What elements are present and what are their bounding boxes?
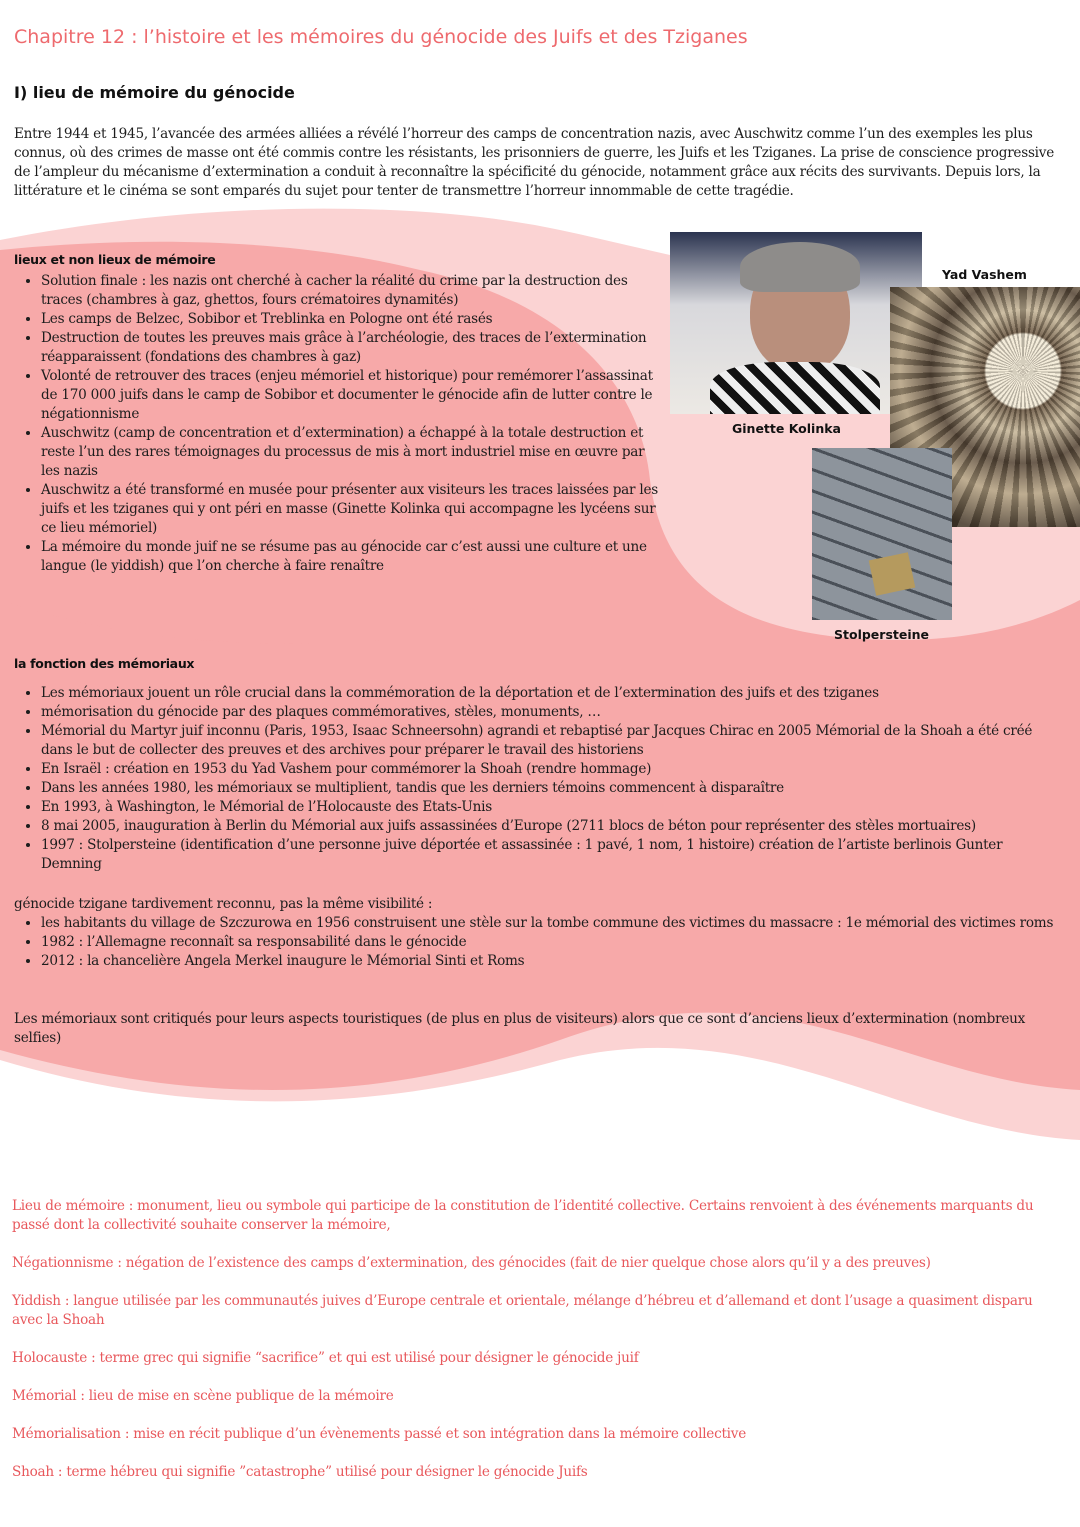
list-item: • mémorisation du génocide par des plaques commémoratives, stèles, monuments, … — [41, 703, 1064, 722]
page-title: Chapitre 12 : l’histoire et les mémoires du génocide des Juifs et des Tziganes — [14, 26, 748, 48]
lieux-heading: lieux et non lieux de mémoire — [14, 252, 216, 267]
list-item: • Dans les années 1980, les mémoriaux se multiplient, tandis que les derniers témoins commencent à disparaître — [41, 779, 1064, 798]
list-item: • les habitants du village de Szczurowa en 1956 construisent une stèle sur la tombe commune des victimes du massacre : 1e mémorial des victimes roms — [41, 914, 1064, 933]
critique-paragraph: Les mémoriaux sont critiqués pour leurs aspects touristiques (de plus en plus de visiteurs) alors que ce sont d’anciens lieux d’extermination (nombreux selfies) — [14, 1011, 1026, 1046]
definition: Lieu de mémoire : monument, lieu ou symbole qui participe de la constitution de l’identité collective. Certains renvoient à des événements marquants du passé dont la collectivité souhaite conserver la mémoire, — [12, 1198, 1034, 1233]
list-item: • Destruction de toutes les preuves mais grâce à l’archéologie, des traces de l’extermination réapparaissent (fondations des chambres à gaz) — [41, 329, 664, 367]
definition: Négationnisme : négation de l’existence des camps d’extermination, des génocides (fait de nier quelque chose alors qu’il y a des preuves) — [12, 1255, 931, 1271]
definition: Mémorial : lieu de mise en scène publique de la mémoire — [12, 1388, 394, 1404]
definition: Mémorialisation : mise en récit publique d’un évènements passé et son intégration dans la mémoire collective — [12, 1426, 746, 1442]
list-item: • Solution finale : les nazis ont cherché à cacher la réalité du crime par la destruction des traces (chambres à gaz, ghettos, fours crématoires dynamités) — [41, 272, 664, 310]
list-item: • En Israël : création en 1953 du Yad Vashem pour commémorer la Shoah (rendre hommage) — [41, 760, 1064, 779]
section-heading: I) lieu de mémoire du génocide — [14, 83, 295, 102]
definition: Holocauste : terme grec qui signifie “sacrifice” et qui est utilisé pour désigner le génocide juif — [12, 1350, 639, 1366]
memoriaux-heading: la fonction des mémoriaux — [14, 656, 195, 671]
list-item: • 8 mai 2005, inauguration à Berlin du Mémorial aux juifs assassinées d’Europe (2711 blocs de béton pour représenter des stèles mortuaires) — [41, 817, 1064, 836]
list-item: • 1997 : Stolpersteine (identification d’une personne juive déportée et assassinée : 1 pavé, 1 nom, 1 histoire) création de l’artiste berlinois Gunter Demning — [41, 836, 1064, 874]
list-item: • La mémoire du monde juif ne se résume pas au génocide car c’est aussi une culture et une langue (le yiddish) que l’on cherche à faire renaître — [41, 538, 664, 576]
definition: Yiddish : langue utilisée par les communautés juives d’Europe centrale et orientale, mélange d’hébreu et d’allemand et dont l’usage a quasiment disparu avec la Shoah — [12, 1293, 1033, 1328]
list-item: • 2012 : la chancelière Angela Merkel inaugure le Mémorial Sinti et Roms — [41, 952, 1064, 971]
list-item: • Volonté de retrouver des traces (enjeu mémoriel et historique) pour remémorer l’assassinat de 170 000 juifs dans le camp de Sobibor et documenter le génocide afin de lutter contre le négationnisme — [41, 367, 664, 424]
ginette-kolinka-photo — [670, 232, 922, 414]
definition: Shoah : terme hébreu qui signifie ”catastrophe” utilisé pour désigner le génocide Juifs — [12, 1464, 588, 1480]
tzigane-heading: génocide tzigane tardivement reconnu, pas la même visibilité : — [14, 896, 433, 912]
list-item: • Auschwitz a été transformé en musée pour présenter aux visiteurs les traces laissées par les juifs et les tziganes qui y ont péri en masse (Ginette Kolinka qui accompagne les lycéens sur ce lieu mémoriel) — [41, 481, 664, 538]
intro-paragraph: Entre 1944 et 1945, l’avancée des armées alliées a révélé l’horreur des camps de concentration nazis, avec Auschwitz comme l’un des exemples les plus connus, où des crimes de masse ont été commis contre les résistants, les prisonniers de guerre, les Juifs et les Tziganes. La prise de conscience progressive de l’ampleur du mécanisme d’extermination a conduit à reconnaître la spécificité du génocide, notamment grâce aux récits des survivants. Depuis lors, la littérature et le cinéma se sont emparés du sujet pour tenter de transmettre l’horreur innommable de cette tragédie. — [14, 126, 1055, 199]
stolpersteine-caption: Stolpersteine — [834, 627, 929, 642]
ginette-caption: Ginette Kolinka — [732, 421, 841, 436]
list-item: • 1982 : l’Allemagne reconnaît sa responsabilité dans le génocide — [41, 933, 1064, 952]
list-item: • En 1993, à Washington, le Mémorial de l’Holocauste des Etats-Unis — [41, 798, 1064, 817]
stolpersteine-photo — [812, 448, 952, 620]
list-item: • Auschwitz (camp de concentration et d’extermination) a échappé à la totale destruction et reste l’un des rares témoignages du processus de mis à mort industriel mise en œuvre par les nazis — [41, 424, 664, 481]
lieux-list — [14, 272, 664, 576]
memoriaux-list — [14, 684, 1064, 874]
list-item: • Les mémoriaux jouent un rôle crucial dans la commémoration de la déportation et de l’extermination des juifs et des tziganes — [41, 684, 1064, 703]
yad-vashem-caption: Yad Vashem — [942, 267, 1027, 282]
list-item: • Mémorial du Martyr juif inconnu (Paris, 1953, Isaac Schneersohn) agrandi et rebaptisé par Jacques Chirac en 2005 Mémorial de la Shoah a été créé dans le but de collecter des preuves et des archives pour préparer le travail des historiens — [41, 722, 1064, 760]
lieux-section — [14, 252, 664, 576]
tzigane-section — [14, 895, 1064, 971]
tzigane-list — [14, 914, 1064, 971]
list-item: • Les camps de Belzec, Sobibor et Treblinka en Pologne ont été rasés — [41, 310, 664, 329]
memoriaux-section — [14, 656, 1064, 874]
